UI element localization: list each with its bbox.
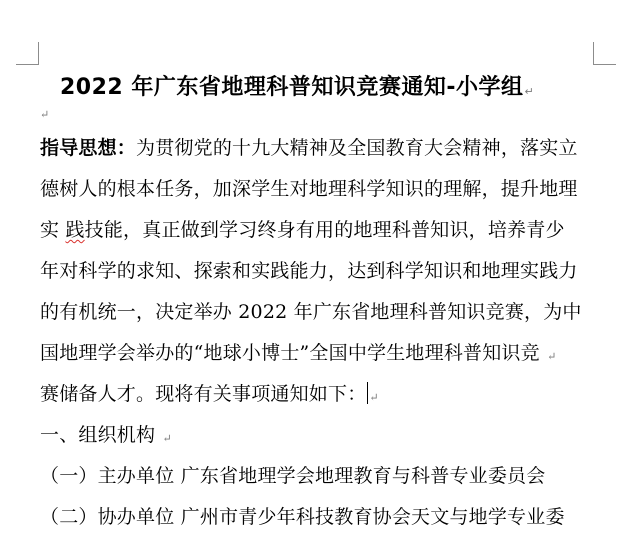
spellcheck-flagged-word[interactable]: 践 xyxy=(65,219,85,241)
title-text: 2022 年广东省地理科普知识竞赛通知-小学组 xyxy=(60,75,524,100)
empty-paragraph-mark-icon: ↵ xyxy=(40,108,50,121)
guiding-line-2[interactable]: 德树人的根本任务，加深学生对地理科学知识的理解，提升地理 xyxy=(40,178,578,200)
paragraph-mark-icon: ↵ xyxy=(547,350,557,363)
document-title[interactable] xyxy=(60,72,590,108)
paragraph-mark-icon: ↵ xyxy=(369,391,379,404)
guiding-text: 赛储备人才。现将有关事项通知如下： xyxy=(40,383,367,405)
section-heading-text: 一、组织机构 xyxy=(40,424,162,446)
crop-mark-top-left xyxy=(16,42,39,65)
guiding-line-6[interactable] xyxy=(40,339,557,367)
crop-mark-top-right xyxy=(593,42,616,65)
guiding-text: 技能，真正做到学习终身有用的地理科普知识，培养青少 xyxy=(84,219,565,241)
guiding-line-7[interactable] xyxy=(40,380,379,408)
guiding-text: 实 xyxy=(40,219,66,241)
guiding-line-1[interactable] xyxy=(40,134,578,162)
paragraph-mark-icon: ↵ xyxy=(162,432,172,445)
guiding-text: 国地理学会举办的“地球小博士”全国中学生地理科普知识竞 xyxy=(40,342,547,364)
guiding-label: 指导思想： xyxy=(40,137,137,159)
guiding-line-4[interactable]: 年对科学的求知、探索和实践能力，达到科学知识和地理实践力 xyxy=(40,260,578,282)
paragraph-mark-icon: ↵ xyxy=(524,85,535,98)
org-item-host[interactable]: （一）主办单位 广东省地理学会地理教育与科普专业委员会 xyxy=(40,465,546,487)
guiding-line-3[interactable] xyxy=(40,216,565,244)
guiding-text: 为贯彻党的十九大精神及全国教育大会精神，落实立 xyxy=(136,137,578,159)
org-item-co-organizer[interactable]: （二）协办单位 广州市青少年科技教育协会天文与地学专业委 xyxy=(40,506,565,528)
section-heading[interactable] xyxy=(40,421,172,449)
guiding-line-5[interactable]: 的有机统一，决定举办 2022 年广东省地理科普知识竞赛，为中 xyxy=(40,301,582,323)
